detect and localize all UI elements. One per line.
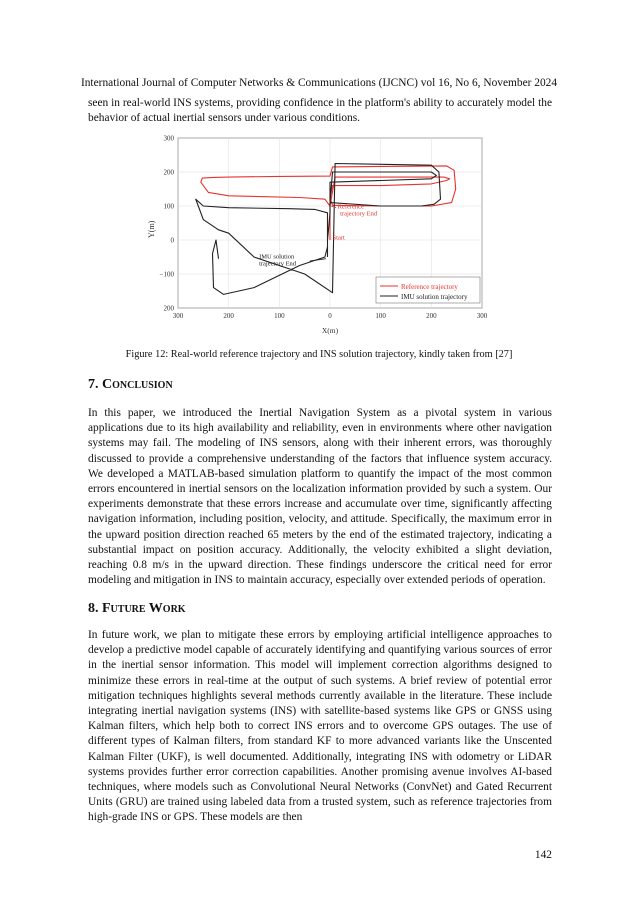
y-tick-label: 200 bbox=[163, 168, 174, 177]
x-tick-label: 300 bbox=[172, 312, 184, 320]
legend-label-reference: Reference trajectory bbox=[401, 283, 458, 291]
y-tick-label: 200 bbox=[163, 304, 174, 313]
y-axis-ticks bbox=[160, 135, 175, 313]
legend-label-imu: IMU solution trajectory bbox=[401, 293, 468, 301]
y-tick-label: −100 bbox=[159, 270, 174, 279]
legend bbox=[376, 277, 480, 303]
conclusion-paragraph: In this paper, we introduced the Inertial Navigation System as a pivotal system in various applications due to its high availability and reliability, even in environments where other navigation systems may fail. The modeling of INS sensors, along with their inherent errors, was thoroughly discussed to provide a comprehensive understanding of the factors that influence system accuracy. We developed a MATLAB-based simulation platform to quantify the impact of the most common errors encountered in inertial sensors on the localization information provided by such a system. Our experiments demonstrate that these errors increase and accumulate over time, significantly affecting navigation information, including position, velocity, and attitude. Specifically, the maximum error in the upward position direction reached 65 meters by the end of the estimated trajectory, indicating a substantial impact on position accuracy. Additionally, the velocity exhibited a slight deviation, reaching 0.8 m/s in the upward direction. These findings underscore the critical need for error modeling and mitigation in INS to maintain accuracy, especially over extended periods of operation. bbox=[88, 407, 552, 587]
page-number: 142 bbox=[534, 849, 552, 861]
y-tick-label: 100 bbox=[163, 202, 174, 211]
journal-header: International Journal of Computer Networks & Communications (IJCNC) vol 16, No 6, November 2024 bbox=[80, 77, 558, 89]
future-work-paragraph: In future work, we plan to mitigate these errors by employing artificial intelligence approaches to develop a predictive model capable of accurately identifying and quantifying various sources of error in the inertial sensor information. This model will implement correction algorithms designed to minimize these errors in real-time at the output of such systems. A brief review of potential error mitigation techniques highlights several methods currently available in the literature. These include integrating inertial navigation systems (INS) with satellite-based systems like GPS or GNSS using Kalman filters, which help both to correct INS errors and to overcome GPS outages. The use of different types of Kalman filters, from standard KF to more advanced variants like the Unscented Kalman Filter (UKF), is well documented. Additionally, integrating INS with odometry or LiDAR systems provides further error correction capabilities. Another promising avenue involves AI-based techniques, where models such as Convolutional Neural Networks (ConvNet) and Gated Recurrent Units (GRU) are trained using labeled data from a trusted system, such as reference trajectories from high-grade INS or GPS. These models are then bbox=[88, 629, 552, 824]
x-tick-label: 300 bbox=[476, 312, 488, 320]
annotation-label: trajectory End bbox=[340, 210, 378, 218]
figure-caption: Figure 12: Real-world reference trajectory and INS solution trajectory, kindly taken from [27] bbox=[125, 349, 513, 360]
x-tick-label: 100 bbox=[375, 312, 386, 320]
x-tick-label: 200 bbox=[223, 312, 234, 320]
y-tick-label: 0 bbox=[170, 236, 174, 245]
y-axis-label: Y(m) bbox=[147, 220, 156, 238]
x-axis-label: X(m) bbox=[321, 326, 339, 335]
x-tick-label: 100 bbox=[274, 312, 285, 320]
conclusion-heading: 7. Conclusion bbox=[88, 377, 173, 392]
annotation-label: Reference bbox=[337, 203, 364, 211]
trajectory-chart bbox=[140, 130, 500, 340]
figure-12 bbox=[140, 130, 500, 340]
annotation-label: Start bbox=[332, 234, 345, 242]
annotation-label: trajectory End bbox=[259, 260, 297, 268]
x-tick-label: 0 bbox=[328, 312, 332, 320]
intro-paragraph: seen in real-world INS systems, providing confidence in the platform's ability to accurately model the behavior of actual inertial sensors under various conditions. bbox=[88, 97, 552, 125]
y-tick-label: 300 bbox=[163, 134, 174, 143]
x-axis-ticks bbox=[173, 312, 488, 320]
x-tick-label: 200 bbox=[426, 312, 437, 320]
future-work-heading: 8. Future Work bbox=[88, 601, 186, 616]
annotation-label: IMU solution bbox=[259, 253, 295, 261]
